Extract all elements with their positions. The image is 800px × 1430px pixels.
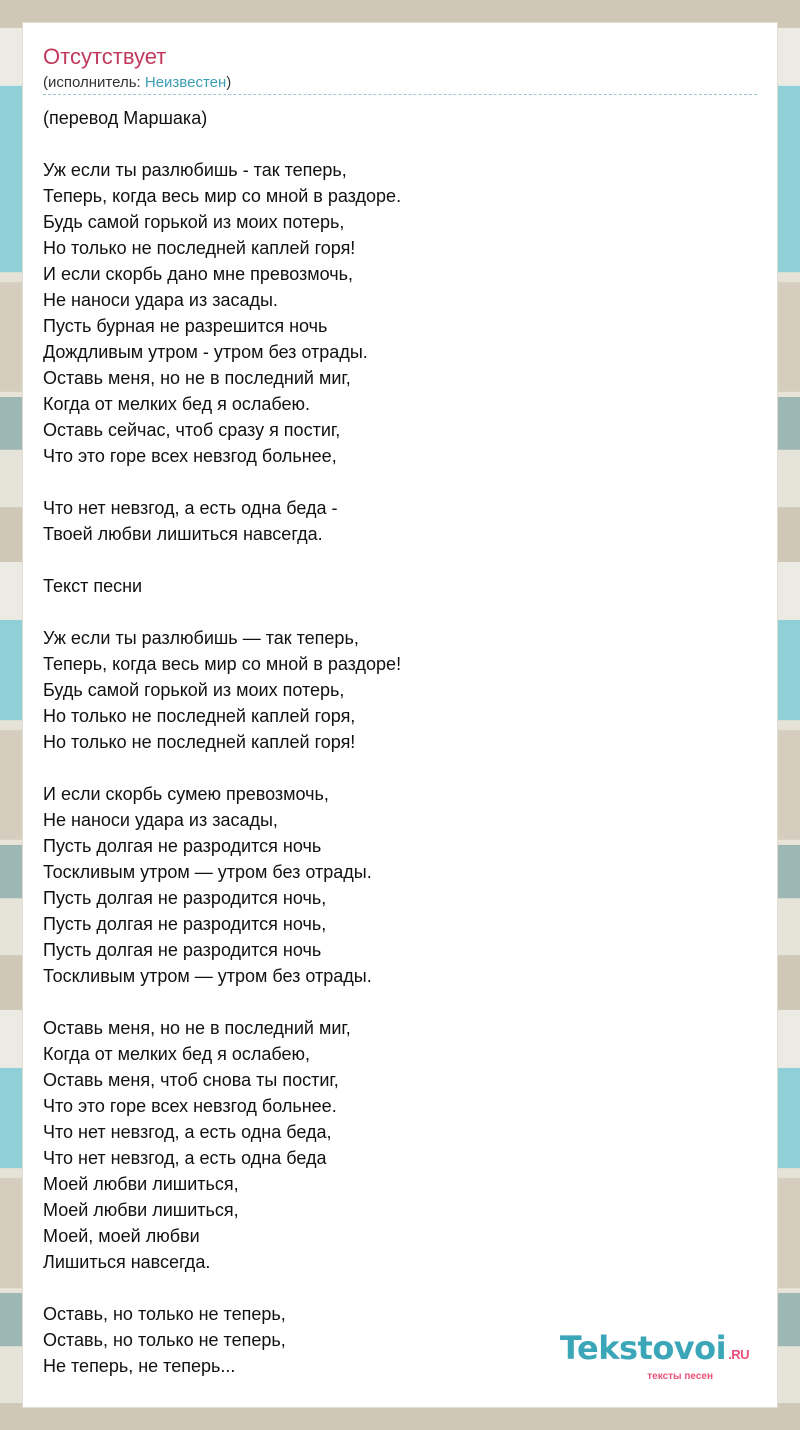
lyric-line: Пусть бурная не разрешится ночь xyxy=(43,316,328,336)
lyric-line: Пусть долгая не разродится ночь xyxy=(43,836,322,856)
lyric-line: Когда от мелких бед я ослабею. xyxy=(43,394,310,414)
lyrics-card xyxy=(22,22,778,1408)
artist-prefix: (исполнитель: xyxy=(43,74,145,91)
lyric-line: Тоскливым утром — утром без отрады. xyxy=(43,862,372,882)
lyric-line: И если скорбь дано мне превозмочь, xyxy=(43,264,354,284)
lyric-line: Но только не последней каплей горя, xyxy=(43,706,356,726)
lyric-line: Но только не последней каплей горя! xyxy=(43,238,356,258)
logo-tld: .RU xyxy=(728,1347,749,1362)
song-title: Отсутствует xyxy=(43,44,167,69)
logo-tagline: тексты песен xyxy=(647,1371,713,1382)
title-divider xyxy=(43,94,757,95)
logo-wordmark xyxy=(559,1329,749,1371)
lyric-blank-line xyxy=(43,469,743,495)
lyric-line: Оставь, но только не теперь, xyxy=(43,1330,286,1350)
lyric-line: Лишиться навсегда. xyxy=(43,1252,211,1272)
lyric-blank-line xyxy=(43,131,743,157)
lyric-line: Не наноси удара из засады, xyxy=(43,810,278,830)
lyric-line: Тоскливым утром — утром без отрады. xyxy=(43,966,372,986)
lyric-line: Моей любви лишиться, xyxy=(43,1174,239,1194)
lyric-line: Моей, моей любви xyxy=(43,1226,200,1246)
lyric-line: Что нет невзгод, а есть одна беда, xyxy=(43,1122,332,1142)
logo-main-text: Tekstovoi xyxy=(559,1329,727,1367)
lyric-line: Пусть долгая не разродится ночь, xyxy=(43,914,327,934)
lyric-line: Текст песни xyxy=(43,576,143,596)
artist-suffix: ) xyxy=(226,74,232,91)
lyric-line: Пусть долгая не разродится ночь xyxy=(43,940,322,960)
lyric-line: Что нет невзгод, а есть одна беда xyxy=(43,1148,327,1168)
lyric-line: Не наноси удара из засады. xyxy=(43,290,278,310)
lyric-blank-line xyxy=(43,599,743,625)
lyric-line: Что нет невзгод, а есть одна беда - xyxy=(43,498,338,518)
lyric-line: Твоей любви лишиться навсегда. xyxy=(43,524,323,544)
lyric-line: Дождливым утром - утром без отрады. xyxy=(43,342,368,362)
lyric-line: Оставь меня, чтоб снова ты постиг, xyxy=(43,1070,339,1090)
lyric-line: Когда от мелких бед я ослабею, xyxy=(43,1044,310,1064)
lyric-line: Но только не последней каплей горя! xyxy=(43,732,356,752)
lyric-line: И если скорбь сумею превозмочь, xyxy=(43,784,329,804)
lyric-line: Моей любви лишиться, xyxy=(43,1200,239,1220)
lyric-blank-line xyxy=(43,989,743,1015)
lyric-line: Будь самой горькой из моих потерь, xyxy=(43,680,345,700)
lyric-line: Что это горе всех невзгод больнее. xyxy=(43,1096,337,1116)
lyric-line: Оставь меня, но не в последний миг, xyxy=(43,368,351,388)
lyrics-text xyxy=(43,105,743,1379)
artist-link[interactable]: Неизвестен xyxy=(144,74,227,91)
lyric-line: Теперь, когда весь мир со мной в раздоре! xyxy=(43,654,402,674)
lyric-line: Уж если ты разлюбишь — так теперь, xyxy=(43,628,359,648)
site-logo[interactable] xyxy=(559,1329,749,1383)
lyric-line: Теперь, когда весь мир со мной в раздоре. xyxy=(43,186,402,206)
lyric-line: (перевод Маршака) xyxy=(43,108,208,128)
lyric-line: Будь самой горькой из моих потерь, xyxy=(43,212,345,232)
lyric-line: Оставь, но только не теперь, xyxy=(43,1304,286,1324)
lyric-blank-line xyxy=(43,1275,743,1301)
lyric-line: Оставь сейчас, чтоб сразу я постиг, xyxy=(43,420,341,440)
lyric-blank-line xyxy=(43,755,743,781)
lyric-line: Не теперь, не теперь... xyxy=(43,1356,236,1376)
lyric-blank-line xyxy=(43,547,743,573)
lyric-line: Пусть долгая не разродится ночь, xyxy=(43,888,327,908)
lyric-line: Уж если ты разлюбишь - так теперь, xyxy=(43,160,347,180)
lyric-line: Оставь меня, но не в последний миг, xyxy=(43,1018,351,1038)
lyric-line: Что это горе всех невзгод больнее, xyxy=(43,446,337,466)
artist-line xyxy=(43,73,231,93)
